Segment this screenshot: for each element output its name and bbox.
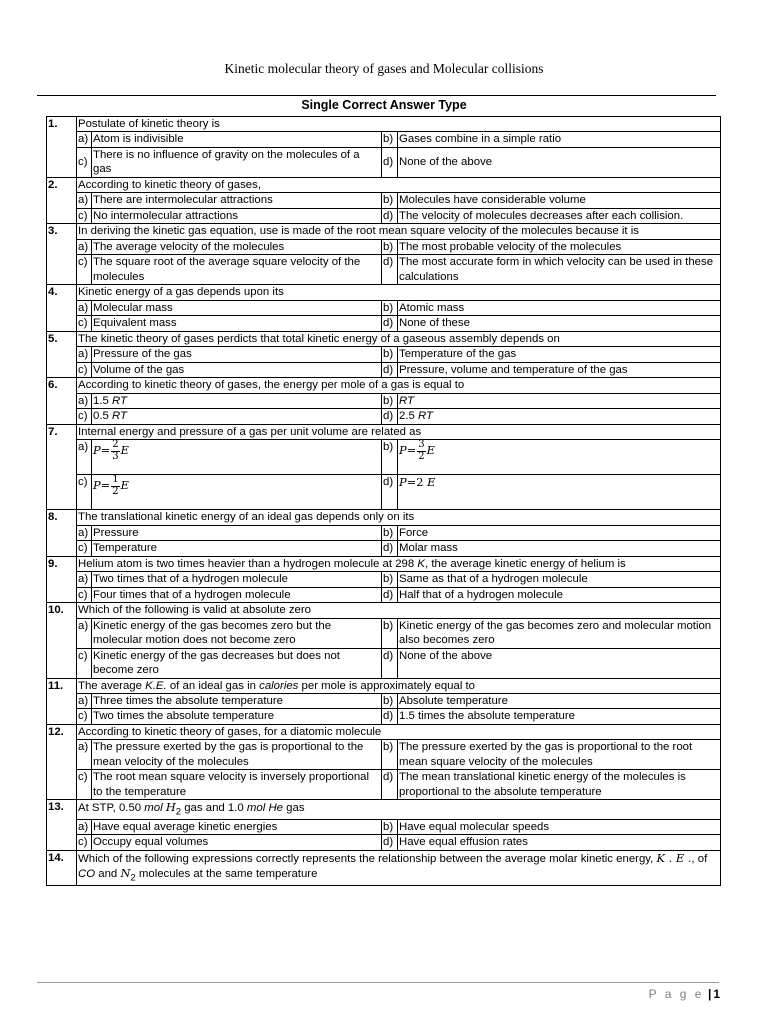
question-row <box>47 378 721 393</box>
rt-symbol: RT <box>112 410 127 423</box>
option-label: a) <box>77 440 92 475</box>
option-label: b) <box>382 525 398 540</box>
option-row <box>47 648 721 678</box>
option-row <box>47 208 721 223</box>
option-label: c) <box>77 147 92 177</box>
option-row <box>47 740 721 770</box>
option-label: c) <box>77 316 92 331</box>
option-label: c) <box>77 541 92 556</box>
option-b: Molecules have considerable volume <box>398 193 721 208</box>
option-d: The mean translational kinetic energy of the molecules is proportional to the absolute temperature <box>398 770 721 800</box>
equation: P= $\frac{2}{3}$ E <box>93 439 129 462</box>
option-label: b) <box>382 193 398 208</box>
option-a: Two times that of a hydrogen molecule <box>92 572 382 587</box>
question-text: Which of the following expressions correctly represents the relationship between the average molar kinetic energy, K . E ., of CO and $N_2$ molecules at the same temperature <box>77 850 721 885</box>
option-label: a) <box>77 572 92 587</box>
option-b: Temperature of the gas <box>398 347 721 362</box>
question-row <box>47 117 721 132</box>
question-number: 9. <box>47 556 77 602</box>
option-label: a) <box>77 693 92 708</box>
option-row <box>47 362 721 377</box>
option-label: b) <box>382 300 398 315</box>
option-a: The pressure exerted by the gas is proportional to the mean velocity of the molecules <box>92 740 382 770</box>
option-c: Temperature <box>92 541 382 556</box>
option-b <box>398 393 721 408</box>
option-c: The square root of the average square velocity of the molecules <box>92 255 382 285</box>
option-d <box>398 475 721 510</box>
option-a: Have equal average kinetic energies <box>92 819 382 834</box>
option-label: d) <box>382 147 398 177</box>
option-label: b) <box>382 440 398 475</box>
option-c: Two times the absolute temperature <box>92 709 382 724</box>
question-text: Helium atom is two times heavier than a hydrogen molecule at 298 K, the average kinetic energy of helium is <box>77 556 721 571</box>
option-c: Kinetic energy of the gas decreases but does not become zero <box>92 648 382 678</box>
question-text: According to kinetic theory of gases, <box>77 177 721 192</box>
option-c: The root mean square velocity is inversely proportional to the temperature <box>92 770 382 800</box>
option-d: The velocity of molecules decreases after each collision. <box>398 208 721 223</box>
option-value: 1.5 <box>93 394 109 407</box>
option-row <box>47 440 721 475</box>
option-c: Equivalent mass <box>92 316 382 331</box>
page-footer <box>649 987 720 1001</box>
option-row <box>47 709 721 724</box>
option-a: There are intermolecular attractions <box>92 193 382 208</box>
option-label: b) <box>382 572 398 587</box>
option-label: d) <box>382 208 398 223</box>
option-label: b) <box>382 239 398 254</box>
option-d: None of the above <box>398 147 721 177</box>
option-d: None of these <box>398 316 721 331</box>
option-b: Have equal molecular speeds <box>398 819 721 834</box>
option-value: 2.5 <box>399 410 415 423</box>
question-row <box>47 285 721 300</box>
option-c: Volume of the gas <box>92 362 382 377</box>
question-text: The translational kinetic energy of an ideal gas depends only on its <box>77 510 721 525</box>
option-d: Molar mass <box>398 541 721 556</box>
option-label: a) <box>77 239 92 254</box>
option-c <box>92 475 382 510</box>
question-number: 7. <box>47 424 77 509</box>
option-d: 1.5 times the absolute temperature <box>398 709 721 724</box>
option-row <box>47 541 721 556</box>
question-table <box>46 116 721 886</box>
option-row <box>47 316 721 331</box>
option-row <box>47 693 721 708</box>
option-label: c) <box>77 255 92 285</box>
question-row <box>47 510 721 525</box>
question-number: 3. <box>47 224 77 285</box>
option-value: 0.5 <box>93 410 109 423</box>
question-row <box>47 800 721 819</box>
option-row <box>47 618 721 648</box>
rt-symbol: RT <box>112 394 127 407</box>
option-a: Pressure <box>92 525 382 540</box>
question-number: 11. <box>47 678 77 724</box>
option-d: The most accurate form in which velocity can be used in these calculations <box>398 255 721 285</box>
question-text: Postulate of kinetic theory is <box>77 117 721 132</box>
question-row <box>47 224 721 239</box>
option-label: d) <box>382 648 398 678</box>
option-label: a) <box>77 393 92 408</box>
option-label: c) <box>77 709 92 724</box>
question-number: 13. <box>47 800 77 850</box>
option-label: b) <box>382 347 398 362</box>
footer-separator: | <box>707 987 712 1001</box>
option-label: a) <box>77 193 92 208</box>
question-row <box>47 724 721 739</box>
option-a: Pressure of the gas <box>92 347 382 362</box>
question-row <box>47 603 721 618</box>
option-d <box>398 409 721 424</box>
option-c: No intermolecular attractions <box>92 208 382 223</box>
option-b: Atomic mass <box>398 300 721 315</box>
option-d: Pressure, volume and temperature of the gas <box>398 362 721 377</box>
option-label: a) <box>77 819 92 834</box>
option-label: a) <box>77 525 92 540</box>
option-c <box>92 409 382 424</box>
question-text: The average K.E. of an ideal gas in calories per mole is approximately equal to <box>77 678 721 693</box>
option-b: Absolute temperature <box>398 693 721 708</box>
question-text: At STP, 0.50 mol $H_2$ gas and 1.0 mol He gas <box>77 800 721 819</box>
question-text: Which of the following is valid at absolute zero <box>77 603 721 618</box>
option-row <box>47 132 721 147</box>
question-number: 10. <box>47 603 77 678</box>
equation: P=2 E <box>399 475 436 490</box>
option-label: a) <box>77 347 92 362</box>
option-b <box>398 440 721 475</box>
question-row <box>47 678 721 693</box>
question-text: According to kinetic theory of gases, the energy per mole of a gas is equal to <box>77 378 721 393</box>
option-label: c) <box>77 475 92 510</box>
option-a: Kinetic energy of the gas becomes zero but the molecular motion does not become zero <box>92 618 382 648</box>
document-title: Kinetic molecular theory of gases and Molecular collisions <box>224 61 544 76</box>
option-d: Half that of a hydrogen molecule <box>398 587 721 602</box>
option-row <box>47 147 721 177</box>
option-label: c) <box>77 648 92 678</box>
rt-symbol: RT <box>399 394 414 407</box>
option-row <box>47 835 721 850</box>
option-label: a) <box>77 740 92 770</box>
option-row <box>47 239 721 254</box>
question-number: 5. <box>47 331 77 377</box>
option-d: None of the above <box>398 648 721 678</box>
footer-divider <box>37 982 719 983</box>
option-label: c) <box>77 770 92 800</box>
option-label: d) <box>382 255 398 285</box>
option-label: b) <box>382 819 398 834</box>
question-number: 4. <box>47 285 77 331</box>
option-label: c) <box>77 835 92 850</box>
option-c: There is no influence of gravity on the molecules of a gas <box>92 147 382 177</box>
option-row <box>47 193 721 208</box>
question-text: According to kinetic theory of gases, for a diatomic molecule <box>77 724 721 739</box>
question-text: The kinetic theory of gases perdicts that total kinetic energy of a gaseous assembly depends on <box>77 331 721 346</box>
option-label: d) <box>382 709 398 724</box>
option-a: The average velocity of the molecules <box>92 239 382 254</box>
option-row <box>47 770 721 800</box>
rt-symbol: RT <box>418 410 433 423</box>
option-a: Atom is indivisible <box>92 132 382 147</box>
question-number: 6. <box>47 378 77 424</box>
option-c: Four times that of a hydrogen molecule <box>92 587 382 602</box>
page-number: 1 <box>713 987 720 1001</box>
option-label: b) <box>382 740 398 770</box>
option-label: b) <box>382 393 398 408</box>
option-b: Kinetic energy of the gas becomes zero and molecular motion also becomes zero <box>398 618 721 648</box>
option-label: d) <box>382 362 398 377</box>
question-row <box>47 331 721 346</box>
option-label: d) <box>382 316 398 331</box>
option-label: b) <box>382 618 398 648</box>
option-b: Force <box>398 525 721 540</box>
question-text: Internal energy and pressure of a gas per unit volume are related as <box>77 424 721 439</box>
question-row <box>47 556 721 571</box>
question-number: 1. <box>47 117 77 178</box>
option-d: Have equal effusion rates <box>398 835 721 850</box>
option-label: d) <box>382 770 398 800</box>
question-number: 8. <box>47 510 77 556</box>
option-label: a) <box>77 300 92 315</box>
option-label: d) <box>382 541 398 556</box>
option-label: c) <box>77 362 92 377</box>
question-text: In deriving the kinetic gas equation, use is made of the root mean square velocity of the molecules because it is <box>77 224 721 239</box>
option-a <box>92 440 382 475</box>
option-label: d) <box>382 475 398 510</box>
question-row <box>47 424 721 439</box>
question-number: 2. <box>47 177 77 223</box>
option-label: d) <box>382 835 398 850</box>
option-b: Same as that of a hydrogen molecule <box>398 572 721 587</box>
option-row <box>47 525 721 540</box>
equation: P= $\frac{1}{2}$ E <box>93 474 129 497</box>
option-label: d) <box>382 587 398 602</box>
option-label: a) <box>77 132 92 147</box>
equation: P= $\frac{3}{2}$ E <box>399 439 435 462</box>
option-row <box>47 347 721 362</box>
option-row <box>47 255 721 285</box>
option-a <box>92 393 382 408</box>
option-a: Molecular mass <box>92 300 382 315</box>
option-row <box>47 572 721 587</box>
option-row <box>47 819 721 834</box>
option-label: c) <box>77 409 92 424</box>
question-row <box>47 177 721 192</box>
option-label: c) <box>77 208 92 223</box>
title-divider <box>37 95 716 96</box>
option-label: c) <box>77 587 92 602</box>
option-label: b) <box>382 132 398 147</box>
option-c: Occupy equal volumes <box>92 835 382 850</box>
option-a: Three times the absolute temperature <box>92 693 382 708</box>
question-number: 14. <box>47 850 77 885</box>
option-label: a) <box>77 618 92 648</box>
option-b: The most probable velocity of the molecules <box>398 239 721 254</box>
option-label: b) <box>382 693 398 708</box>
option-b: The pressure exerted by the gas is proportional to the root mean square velocity of the molecules <box>398 740 721 770</box>
question-text: Kinetic energy of a gas depends upon its <box>77 285 721 300</box>
option-row <box>47 300 721 315</box>
option-row <box>47 475 721 510</box>
option-row <box>47 409 721 424</box>
option-row <box>47 587 721 602</box>
option-label: d) <box>382 409 398 424</box>
section-title: Single Correct Answer Type <box>301 98 467 112</box>
option-row <box>47 393 721 408</box>
question-number: 12. <box>47 724 77 799</box>
question-row <box>47 850 721 885</box>
option-b: Gases combine in a simple ratio <box>398 132 721 147</box>
page-label: P a g e <box>648 987 704 1001</box>
